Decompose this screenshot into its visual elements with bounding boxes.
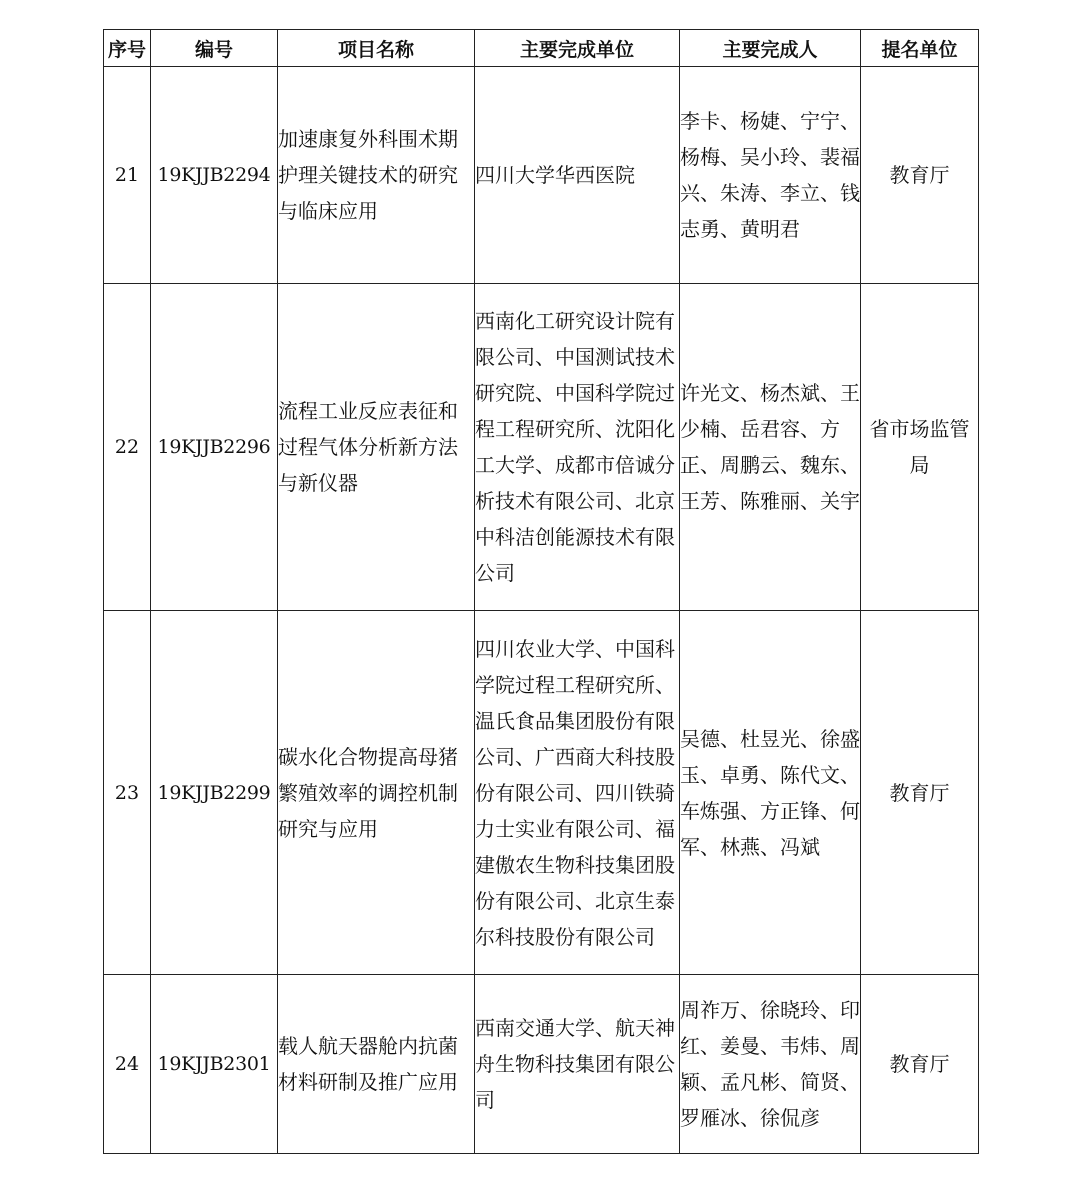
header-unit: 主要完成单位 xyxy=(475,30,680,67)
row-project-name: 加速康复外科围术期护理关键技术的研究与临床应用 xyxy=(278,67,475,284)
row-nominator: 省市场监管局 xyxy=(861,284,979,611)
row-completing-unit: 四川农业大学、中国科学院过程工程研究所、温氏食品集团股份有限公司、广西商大科技股份有限公司、四川铁骑力士实业有限公司、福建傲农生物科技集团股份有限公司、北京生泰尔科技股份有限公司 xyxy=(475,611,680,975)
row-completing-people: 周祚万、徐晓玲、印红、姜曼、韦炜、周颖、孟凡彬、简贤、罗雁冰、徐侃彦 xyxy=(680,975,861,1154)
row-code: 19KJJB2296 xyxy=(151,284,278,611)
row-seq: 21 xyxy=(104,67,151,284)
table-row xyxy=(104,611,979,975)
table-header-row xyxy=(104,30,979,67)
row-seq: 22 xyxy=(104,284,151,611)
row-completing-people: 许光文、杨杰斌、王少楠、岳君容、方正、周鹏云、魏东、王芳、陈雅丽、关宇 xyxy=(680,284,861,611)
header-nominator: 提名单位 xyxy=(861,30,979,67)
header-code: 编号 xyxy=(151,30,278,67)
table-row xyxy=(104,284,979,611)
award-table xyxy=(103,29,979,1154)
row-completing-people: 李卡、杨婕、宁宁、杨梅、吴小玲、裴福兴、朱涛、李立、钱志勇、黄明君 xyxy=(680,67,861,284)
row-completing-unit: 西南化工研究设计院有限公司、中国测试技术研究院、中国科学院过程工程研究所、沈阳化工大学、成都市倍诚分析技术有限公司、北京中科洁创能源技术有限公司 xyxy=(475,284,680,611)
row-nominator: 教育厅 xyxy=(861,975,979,1154)
row-project-name: 载人航天器舱内抗菌材料研制及推广应用 xyxy=(278,975,475,1154)
row-completing-unit: 四川大学华西医院 xyxy=(475,67,680,284)
table-row xyxy=(104,975,979,1154)
row-project-name: 流程工业反应表征和过程气体分析新方法与新仪器 xyxy=(278,284,475,611)
row-code: 19KJJB2294 xyxy=(151,67,278,284)
table-row xyxy=(104,67,979,284)
row-seq: 23 xyxy=(104,611,151,975)
row-completing-people: 吴德、杜昱光、徐盛玉、卓勇、陈代文、车炼强、方正锋、何军、林燕、冯斌 xyxy=(680,611,861,975)
header-people: 主要完成人 xyxy=(680,30,861,67)
row-nominator: 教育厅 xyxy=(861,67,979,284)
row-code: 19KJJB2301 xyxy=(151,975,278,1154)
row-code: 19KJJB2299 xyxy=(151,611,278,975)
header-seq: 序号 xyxy=(104,30,151,67)
header-project: 项目名称 xyxy=(278,30,475,67)
row-seq: 24 xyxy=(104,975,151,1154)
row-completing-unit: 西南交通大学、航天神舟生物科技集团有限公司 xyxy=(475,975,680,1154)
row-project-name: 碳水化合物提高母猪繁殖效率的调控机制研究与应用 xyxy=(278,611,475,975)
row-nominator: 教育厅 xyxy=(861,611,979,975)
